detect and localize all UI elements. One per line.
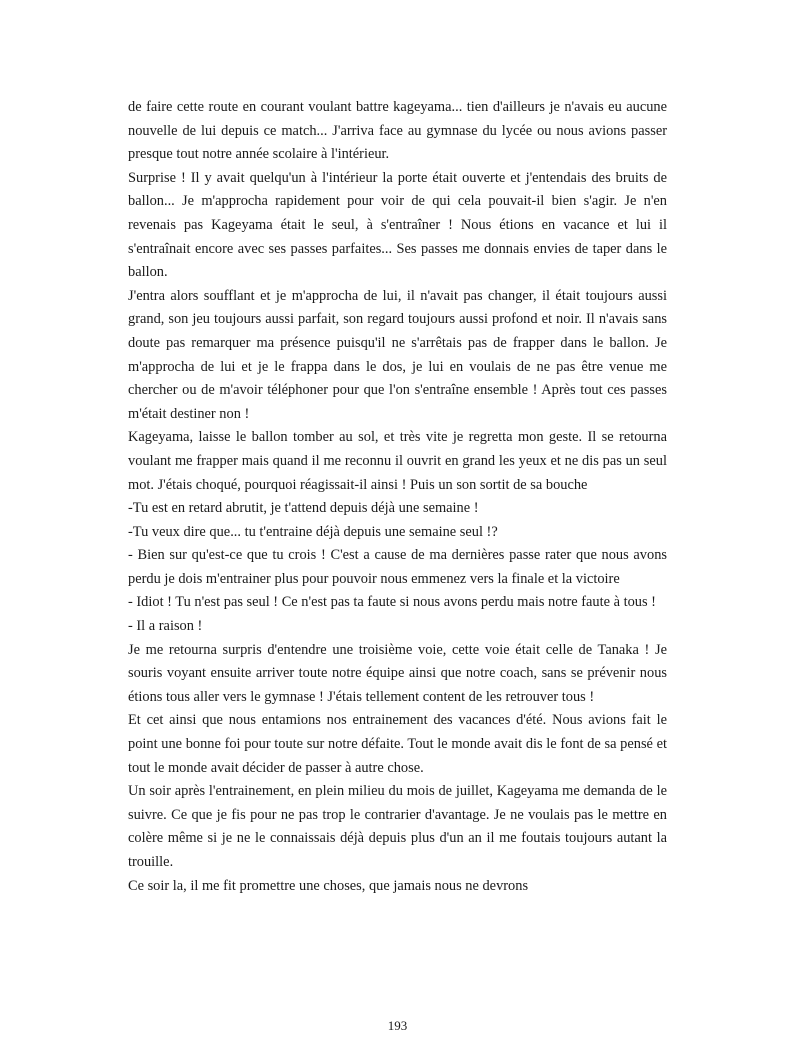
dialogue-line: - Il a raison ! <box>128 618 203 635</box>
dialogue-line: -Tu est en retard abrutit, je t'attend depuis déjà une semaine ! <box>128 500 479 517</box>
paragraph: J'entra alors soufflant et je m'approcha de lui, il n'avait pas changer, il était toujours aussi grand, son jeu toujours aussi parfait, son regard toujours aussi profond et noir. Il n'avais sans doute pas remarquer ma présence puisqu'il ne s'arrêtais pas de frapper dans le ballon. Je m'approcha de lui et je le frappa dans le dos, je lui en voulais de ne pas être venue me chercher ou de m'avoir téléphoner pour que l'on s'entraîne ensemble ! Après tout ces passes m'était destiner non ! <box>128 287 667 422</box>
paragraph: Ce soir la, il me fit promettre une choses, que jamais nous ne devrons <box>128 877 529 894</box>
dialogue-line: -Tu veux dire que... tu t'entraine déjà depuis une semaine seul !? <box>128 523 498 540</box>
paragraph: Et cet ainsi que nous entamions nos entrainement des vacances d'été. Nous avions fait le point une bonne foi pour toute sur notre défaite. Tout le monde avait dis le font de sa pensé et tout le monde avait décider de passer à autre chose. <box>128 712 667 776</box>
page-number: 193 <box>387 1018 408 1033</box>
paragraph: Surprise ! Il y avait quelqu'un à l'intérieur la porte était ouverte et j'entendais des bruits de ballon... Je m'approcha rapidement pour voir de qui cela pouvait-il bien s'agir. Je n'en revenais pas Kageyama était le seul, à s'entraîner ! Nous étions en vacance et lui il s'entraînait encore avec ses passes parfaites... Ses passes me donnais envies de taper dans le ballon. <box>128 169 667 281</box>
body-text-column <box>128 96 667 898</box>
paragraph: de faire cette route en courant voulant battre kageyama... tien d'ailleurs je n'avais eu aucune nouvelle de lui depuis ce match... J'arriva face au gymnase du lycée ou nous avions passer presque tout notre année scolaire à l'intérieur. <box>128 99 667 163</box>
paragraph: Un soir après l'entrainement, en plein milieu du mois de juillet, Kageyama me demanda de le suivre. Ce que je fis pour ne pas trop le contrarier d'avantage. Je ne voulais pas le mettre en colère même si je ne le connaissais déjà depuis plus d'un an il me foutais toujours autant la trouille. <box>128 783 667 870</box>
dialogue-line: - Idiot ! Tu n'est pas seul ! Ce n'est pas ta faute si nous avons perdu mais notre faute à tous ! <box>128 594 656 611</box>
paragraph: Kageyama, laisse le ballon tomber au sol, et très vite je regretta mon geste. Il se retourna voulant me frapper mais quand il me reconnu il ouvrit en grand les yeux et ne dis pas un seul mot. J'étais choqué, pourquoi réagissait-il ainsi ! Puis un son sortit de sa bouche <box>128 429 667 493</box>
dialogue-line: - Bien sur qu'est-ce que tu crois ! C'est a cause de ma dernières passe rater que nous avons perdu je dois m'entrainer plus pour pouvoir nous emmenez vers la finale et la victoire <box>128 547 667 587</box>
paragraph: Je me retourna surpris d'entendre une troisième voie, cette voie était celle de Tanaka ! Je souris voyant ensuite arriver toute notre équipe ainsi que notre coach, sans se prévenir nous étions tous aller vers le gymnase ! J'étais tellement content de les retrouver tous ! <box>128 641 667 705</box>
